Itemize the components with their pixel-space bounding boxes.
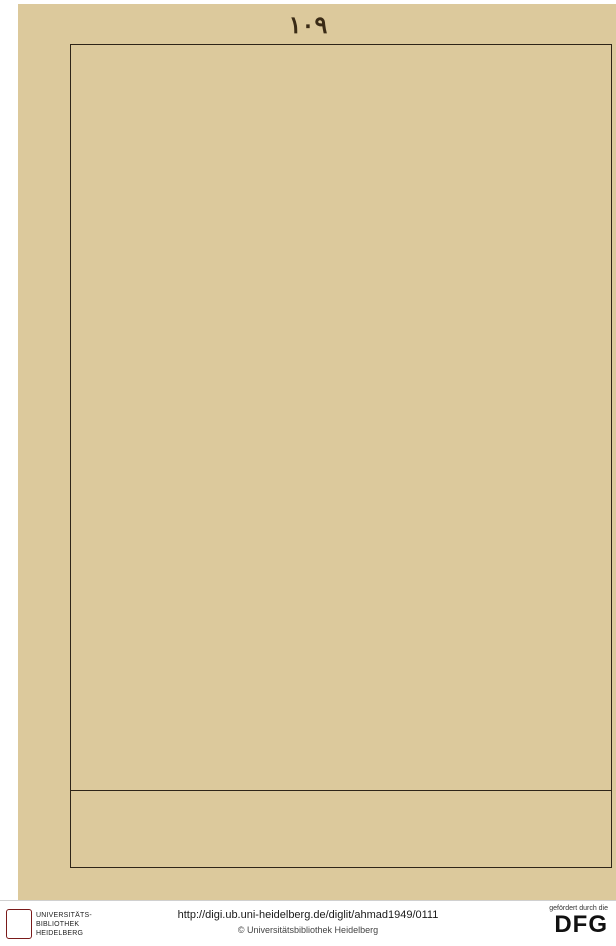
text-line xyxy=(75,86,605,121)
text-line xyxy=(75,191,605,226)
text-line xyxy=(75,51,605,86)
text-line xyxy=(75,296,605,331)
text-frame xyxy=(70,44,612,868)
funder-logo xyxy=(518,905,608,943)
text-line xyxy=(75,646,605,681)
text-line xyxy=(75,751,605,786)
text-line xyxy=(75,576,605,611)
text-line xyxy=(75,541,605,576)
text-line xyxy=(75,401,605,436)
library-seal-icon xyxy=(6,909,32,939)
text-line xyxy=(75,366,605,401)
running-title xyxy=(470,12,590,30)
text-line xyxy=(75,506,605,541)
library-logo xyxy=(6,909,116,941)
text-line xyxy=(75,261,605,296)
permalink-url[interactable]: http://digi.ub.uni-heidelberg.de/diglit/ahmad1949/0111 xyxy=(177,909,439,921)
scanned-page xyxy=(18,4,616,901)
footnote xyxy=(81,797,601,833)
text-line xyxy=(75,436,605,471)
text-line xyxy=(75,681,605,716)
text-line xyxy=(75,716,605,751)
footnote-divider xyxy=(71,790,611,791)
text-line xyxy=(75,611,605,646)
text-line xyxy=(75,156,605,191)
copyright-notice: © Universitätsbibliothek Heidelberg xyxy=(237,925,379,935)
body-text xyxy=(75,51,605,791)
text-line xyxy=(75,471,605,506)
dfg-logo-text: DFG xyxy=(554,911,608,938)
text-line xyxy=(75,331,605,366)
text-line xyxy=(75,121,605,156)
text-line xyxy=(75,226,605,261)
library-logo-text: UNIVERSITÄTS- BIBLIOTHEK HEIDELBERG xyxy=(36,912,92,937)
page-number: ١٠٩ xyxy=(288,10,328,39)
funder-note: gefördert durch die xyxy=(549,905,608,912)
viewer-footer xyxy=(0,900,616,946)
page-header xyxy=(18,4,616,44)
